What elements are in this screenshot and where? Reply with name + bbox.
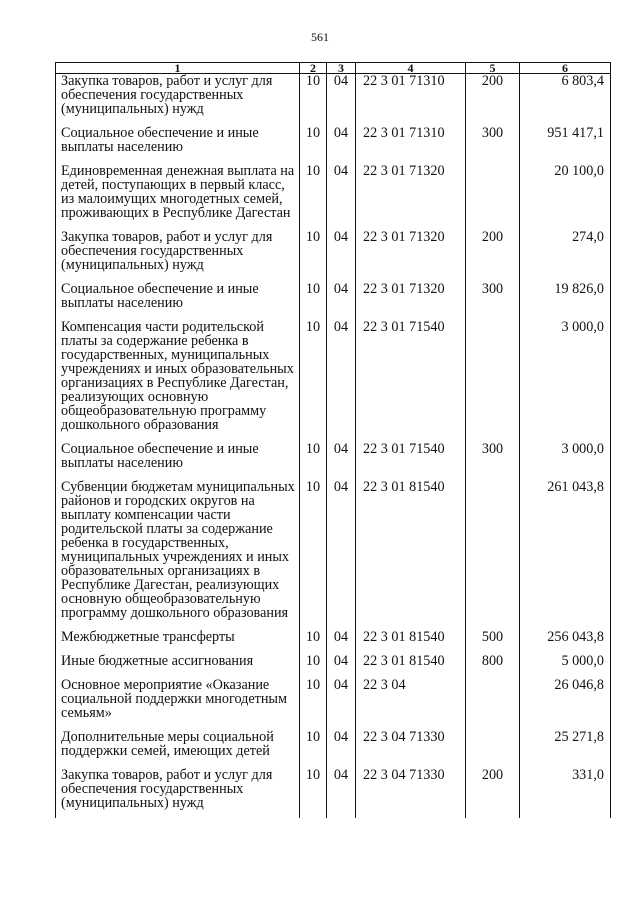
item-name-cell: Закупка товаров, работ и услуг для обеспечения государственных (муниципальных) нужд xyxy=(56,768,300,818)
subsection-code-cell: 04 xyxy=(327,480,356,630)
item-name-cell: Компенсация части родительской платы за содержание ребенка в государственных, муниципальных учреждениях и иных образовательных организациях в Республике Дагестан, реализующих основную общеобразовательную программу дошкольного образования xyxy=(56,320,300,442)
expense-type-cell: 200 xyxy=(466,230,520,282)
column-header: 1 xyxy=(56,63,300,74)
section-code-cell: 10 xyxy=(300,480,327,630)
expense-type-cell xyxy=(466,678,520,730)
section-code-cell: 10 xyxy=(300,126,327,164)
item-name-cell: Основное мероприятие «Оказание социальной поддержки многодетным семьям» xyxy=(56,678,300,730)
target-article-cell: 22 3 01 71310 xyxy=(356,126,466,164)
target-article-cell: 22 3 01 71540 xyxy=(356,442,466,480)
amount-cell: 256 043,8 xyxy=(520,630,611,654)
expense-type-cell: 800 xyxy=(466,654,520,678)
expense-type-cell xyxy=(466,480,520,630)
section-code-cell: 10 xyxy=(300,654,327,678)
section-code-cell: 10 xyxy=(300,730,327,768)
table-row xyxy=(56,654,611,678)
subsection-code-cell: 04 xyxy=(327,282,356,320)
amount-cell: 261 043,8 xyxy=(520,480,611,630)
table-row xyxy=(56,282,611,320)
item-name-cell: Закупка товаров, работ и услуг для обеспечения государственных (муниципальных) нужд xyxy=(56,74,300,127)
subsection-code-cell: 04 xyxy=(327,654,356,678)
subsection-code-cell: 04 xyxy=(327,730,356,768)
table-row xyxy=(56,164,611,230)
subsection-code-cell: 04 xyxy=(327,164,356,230)
expense-type-cell xyxy=(466,730,520,768)
item-name-cell: Иные бюджетные ассигнования xyxy=(56,654,300,678)
target-article-cell: 22 3 04 71330 xyxy=(356,730,466,768)
subsection-code-cell: 04 xyxy=(327,230,356,282)
expense-type-cell xyxy=(466,164,520,230)
expense-type-cell: 200 xyxy=(466,74,520,127)
amount-cell: 951 417,1 xyxy=(520,126,611,164)
amount-cell: 6 803,4 xyxy=(520,74,611,127)
target-article-cell: 22 3 04 71330 xyxy=(356,768,466,818)
section-code-cell: 10 xyxy=(300,768,327,818)
expense-type-cell: 300 xyxy=(466,282,520,320)
page-number: 561 xyxy=(311,30,329,44)
table-row xyxy=(56,442,611,480)
section-code-cell: 10 xyxy=(300,74,327,127)
subsection-code-cell: 04 xyxy=(327,630,356,654)
table-row xyxy=(56,230,611,282)
column-header: 5 xyxy=(466,63,520,74)
subsection-code-cell: 04 xyxy=(327,74,356,127)
table-row xyxy=(56,320,611,442)
amount-cell: 19 826,0 xyxy=(520,282,611,320)
item-name-cell: Социальное обеспечение и иные выплаты населению xyxy=(56,126,300,164)
item-name-cell: Социальное обеспечение и иные выплаты населению xyxy=(56,442,300,480)
amount-cell: 3 000,0 xyxy=(520,442,611,480)
item-name-cell: Социальное обеспечение и иные выплаты населению xyxy=(56,282,300,320)
column-header: 3 xyxy=(327,63,356,74)
target-article-cell: 22 3 01 71310 xyxy=(356,74,466,127)
subsection-code-cell: 04 xyxy=(327,320,356,442)
subsection-code-cell: 04 xyxy=(327,678,356,730)
target-article-cell: 22 3 01 81540 xyxy=(356,654,466,678)
section-code-cell: 10 xyxy=(300,164,327,230)
header-row xyxy=(56,63,611,74)
amount-cell: 20 100,0 xyxy=(520,164,611,230)
target-article-cell: 22 3 04 xyxy=(356,678,466,730)
expense-type-cell: 500 xyxy=(466,630,520,654)
item-name-cell: Дополнительные меры социальной поддержки семей, имеющих детей xyxy=(56,730,300,768)
expense-type-cell: 200 xyxy=(466,768,520,818)
item-name-cell: Межбюджетные трансферты xyxy=(56,630,300,654)
column-header: 6 xyxy=(520,63,611,74)
target-article-cell: 22 3 01 81540 xyxy=(356,630,466,654)
table-row xyxy=(56,678,611,730)
section-code-cell: 10 xyxy=(300,678,327,730)
item-name-cell: Закупка товаров, работ и услуг для обеспечения государственных (муниципальных) нужд xyxy=(56,230,300,282)
expense-type-cell: 300 xyxy=(466,442,520,480)
column-header: 2 xyxy=(300,63,327,74)
item-name-cell: Субвенции бюджетам муниципальных районов и городских округов на выплату компенсации части родительской платы за содержание ребенка в государственных, муниципальных учреждениях и иных образовательных организациях в Республике Дагестан, реализующих основную общеобразовательную программу дошкольного образования xyxy=(56,480,300,630)
expense-type-cell: 300 xyxy=(466,126,520,164)
amount-cell: 5 000,0 xyxy=(520,654,611,678)
expense-type-cell xyxy=(466,320,520,442)
table-row xyxy=(56,480,611,630)
target-article-cell: 22 3 01 71320 xyxy=(356,164,466,230)
section-code-cell: 10 xyxy=(300,320,327,442)
section-code-cell: 10 xyxy=(300,442,327,480)
table-body xyxy=(56,74,611,819)
amount-cell: 25 271,8 xyxy=(520,730,611,768)
budget-table xyxy=(55,62,611,818)
target-article-cell: 22 3 01 71320 xyxy=(356,282,466,320)
table-row xyxy=(56,768,611,818)
target-article-cell: 22 3 01 71540 xyxy=(356,320,466,442)
table-row xyxy=(56,126,611,164)
column-header: 4 xyxy=(356,63,466,74)
subsection-code-cell: 04 xyxy=(327,126,356,164)
table-row xyxy=(56,74,611,127)
target-article-cell: 22 3 01 71320 xyxy=(356,230,466,282)
subsection-code-cell: 04 xyxy=(327,768,356,818)
amount-cell: 26 046,8 xyxy=(520,678,611,730)
amount-cell: 274,0 xyxy=(520,230,611,282)
section-code-cell: 10 xyxy=(300,630,327,654)
amount-cell: 331,0 xyxy=(520,768,611,818)
target-article-cell: 22 3 01 81540 xyxy=(356,480,466,630)
table-row xyxy=(56,630,611,654)
subsection-code-cell: 04 xyxy=(327,442,356,480)
item-name-cell: Единовременная денежная выплата на детей, поступающих в первый класс, из малоимущих многодетных семей, проживающих в Республике Дагестан xyxy=(56,164,300,230)
section-code-cell: 10 xyxy=(300,282,327,320)
table-row xyxy=(56,730,611,768)
section-code-cell: 10 xyxy=(300,230,327,282)
amount-cell: 3 000,0 xyxy=(520,320,611,442)
